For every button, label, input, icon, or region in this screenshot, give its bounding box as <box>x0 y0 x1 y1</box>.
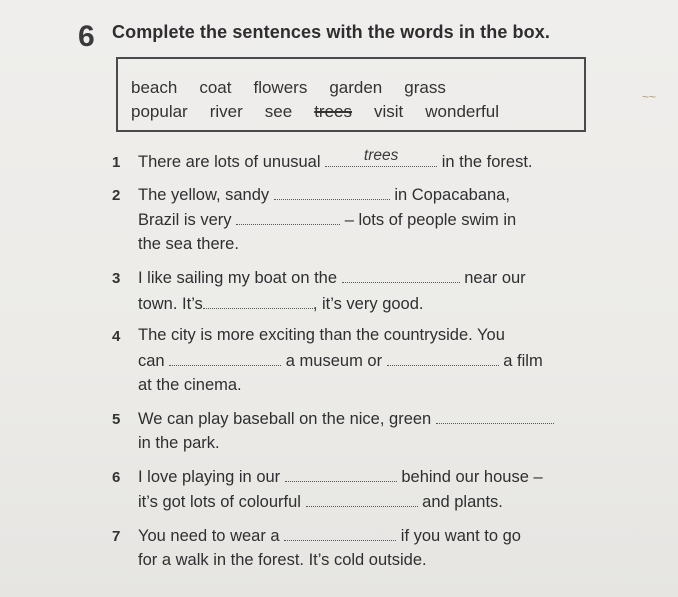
sentence-3-text-d: , it’s very good. <box>312 295 424 313</box>
exercise-instruction: Complete the sentences with the words in the box. <box>112 22 550 42</box>
exercise-number: 6 <box>78 20 95 53</box>
sentence-4-text-b: can <box>138 352 165 370</box>
sentence-3-text-c: town. It’s <box>138 295 203 313</box>
sentence-3-line-2 <box>138 294 423 314</box>
sentence-4-text-c: a museum or <box>285 352 383 370</box>
sentence-2-text-b: in Copacabana, <box>394 186 510 204</box>
sentence-2-line-3 <box>138 235 239 254</box>
sentence-4-number: 4 <box>112 328 121 345</box>
sentence-6-line-2 <box>138 492 503 512</box>
sentence-1-text-a: There are lots of unusual <box>138 153 321 171</box>
sentence-2-blank-1[interactable] <box>274 185 390 200</box>
sentence-1-line-1 <box>138 147 533 172</box>
sentence-3-line-1 <box>138 268 526 288</box>
word-see: see <box>264 102 293 121</box>
word-garden: garden <box>329 78 383 97</box>
sentence-4-line-3 <box>138 376 242 395</box>
word-box <box>116 57 586 132</box>
word-coat: coat <box>199 78 232 97</box>
sentence-2-number: 2 <box>112 187 121 204</box>
sentence-4-text-e: at the cinema. <box>138 376 242 394</box>
word-box-row-2 <box>131 102 521 122</box>
word-flowers: flowers <box>253 78 308 97</box>
sentence-5-text-a: We can play baseball on the nice, green <box>138 410 432 428</box>
sentence-6-text-a: I love playing in our <box>138 468 281 486</box>
word-box-row-1 <box>131 78 468 98</box>
word-popular: popular <box>131 102 188 121</box>
sentence-3-blank-2[interactable] <box>203 294 313 309</box>
sentence-2-blank-2[interactable] <box>236 210 340 225</box>
sentence-7-number: 7 <box>112 528 121 545</box>
sentence-6-text-d: and plants. <box>422 493 503 511</box>
sentence-3-text-b: near our <box>464 269 526 287</box>
sentence-5-text-b: in the park. <box>138 434 220 452</box>
word-visit: visit <box>374 102 404 121</box>
sentence-1-answer: trees <box>363 147 399 164</box>
sentence-3-text-a: I like sailing my boat on the <box>138 269 338 287</box>
sentence-6-blank-2[interactable] <box>306 492 418 507</box>
sentence-4-blank-1[interactable] <box>169 351 281 366</box>
sentence-2-line-2 <box>138 210 516 230</box>
sentence-4-line-1 <box>138 326 505 345</box>
sentence-5-line-2 <box>138 434 220 453</box>
sentence-1-number: 1 <box>112 154 121 171</box>
word-river: river <box>209 102 243 121</box>
sentence-7-blank[interactable] <box>284 526 396 541</box>
sentence-7-text-b: if you want to go <box>400 527 521 545</box>
sentence-1-text-b: in the forest. <box>441 153 533 171</box>
sentence-1-blank[interactable] <box>325 147 437 167</box>
sentence-7-line-2 <box>138 551 427 570</box>
sentence-5-number: 5 <box>112 411 121 428</box>
sentence-2-text-c: Brazil is very <box>138 211 232 229</box>
word-wonderful: wonderful <box>425 102 499 121</box>
sentence-4-text-a: The city is more exciting than the countryside. You <box>138 326 505 344</box>
sentence-7-line-1 <box>138 526 521 546</box>
sentence-4-line-2 <box>138 351 543 371</box>
margin-pencil-mark: ~~ <box>642 90 657 104</box>
sentence-2-line-1 <box>138 185 510 205</box>
sentence-3-blank-1[interactable] <box>342 268 460 283</box>
word-grass: grass <box>404 78 446 97</box>
sentence-7-text-c: for a walk in the forest. It’s cold outside. <box>138 551 427 569</box>
sentence-6-number: 6 <box>112 469 121 486</box>
word-trees-crossed-out: trees <box>314 102 352 121</box>
sentence-2-text-e: the sea there. <box>138 235 239 253</box>
sentence-6-blank-1[interactable] <box>285 467 397 482</box>
sentence-3-number: 3 <box>112 270 121 287</box>
sentence-4-blank-2[interactable] <box>387 351 499 366</box>
sentence-2-text-d: – lots of people swim in <box>344 211 517 229</box>
sentence-6-text-b: behind our house – <box>401 468 543 486</box>
sentence-4-text-d: a film <box>503 352 543 370</box>
sentence-6-text-c: it’s got lots of colourful <box>138 493 301 511</box>
sentence-5-blank[interactable] <box>436 409 554 424</box>
sentence-6-line-1 <box>138 467 543 487</box>
sentence-2-text-a: The yellow, sandy <box>138 186 270 204</box>
sentence-5-line-1 <box>138 409 554 429</box>
sentence-7-text-a: You need to wear a <box>138 527 280 545</box>
word-beach: beach <box>131 78 178 97</box>
